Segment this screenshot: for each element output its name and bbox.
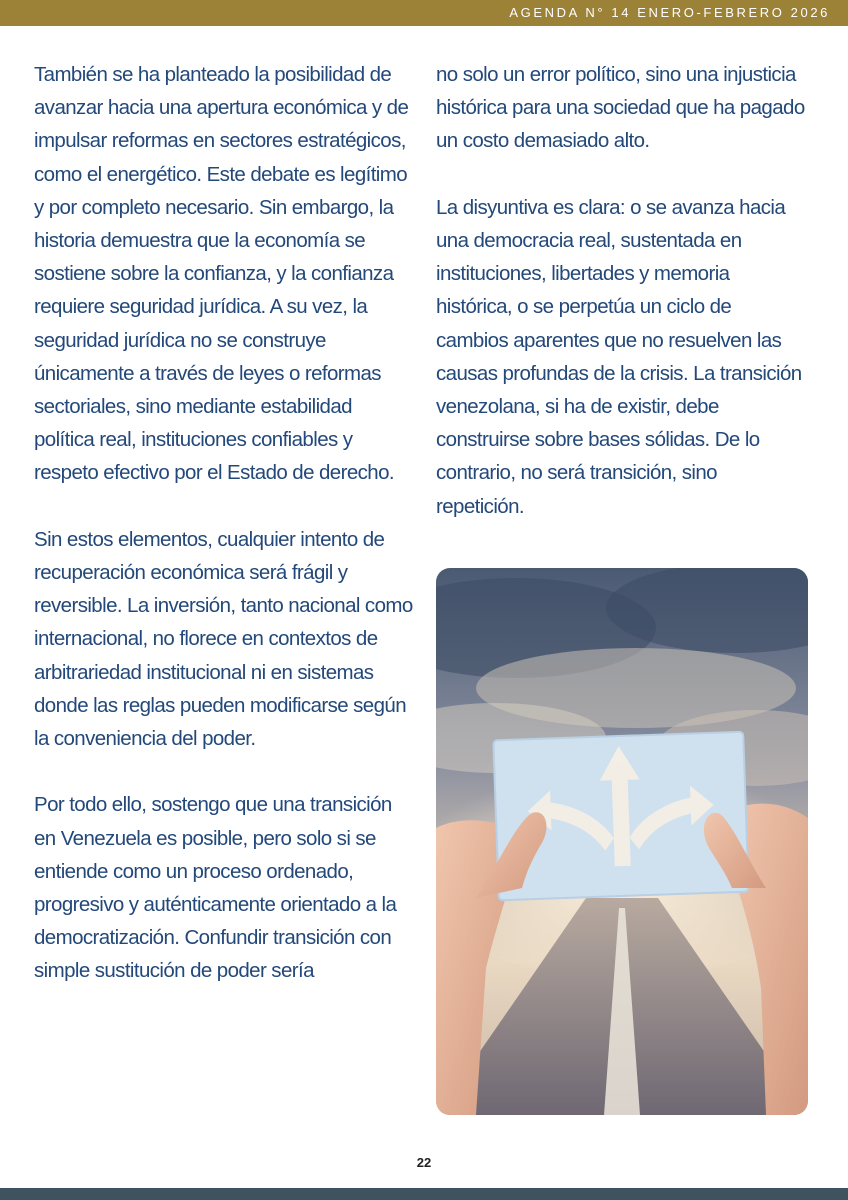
paragraph: Por todo ello, sostengo que una transición en Venezuela es posible, pero solo si se entiende como un proceso ordenado, progresivo y auténticamente orientado a la democratización. Confundir transición con simple sustitución de poder sería [34,793,397,983]
header-bar [0,0,848,26]
footer-bar [0,1188,848,1200]
crossroads-photo [436,568,808,1115]
running-title: AGENDA N° 14 ENERO-FEBRERO 2026 [509,5,830,20]
paragraph: no solo un error político, sino una injusticia histórica para una sociedad que ha pagado un costo demasiado alto. [436,63,805,153]
paragraph: También se ha planteado la posibilidad de avanzar hacia una apertura económica y de impulsar reformas en sectores estratégicos, como el energético. Este debate es legítimo y por completo necesario. Sin embargo, la historia demuestra que la economía se sostiene sobre la confianza, y la confianza requiere seguridad jurídica. A su vez, la seguridad jurídica no se construye únicamente a través de leyes o reformas sectoriales, sino mediante estabilidad política real, instituciones confiables y respeto efectivo por el Estado de derecho. [34,63,409,485]
left-column [34,58,414,1021]
page-number: 22 [416,1155,432,1170]
paragraph: Sin estos elementos, cualquier intento de recuperación económica será frágil y reversible. La inversión, tanto nacional como internacional, no florece en contextos de arbitrariedad institucional ni en sistemas donde las reglas pueden modificarse según la conveniencia del poder. [34,527,413,751]
crossroads-illustration [436,568,808,1115]
paragraph: La disyuntiva es clara: o se avanza hacia una democracia real, sustentada en instituciones, libertades y memoria histórica, o se perpetúa un ciclo de cambios aparentes que no resuelven las causas profundas de la crisis. La transición venezolana, si ha de existir, debe construirse sobre bases sólidas. De lo contrario, no será transición, sino repetición. [436,195,802,518]
right-column [436,58,808,556]
